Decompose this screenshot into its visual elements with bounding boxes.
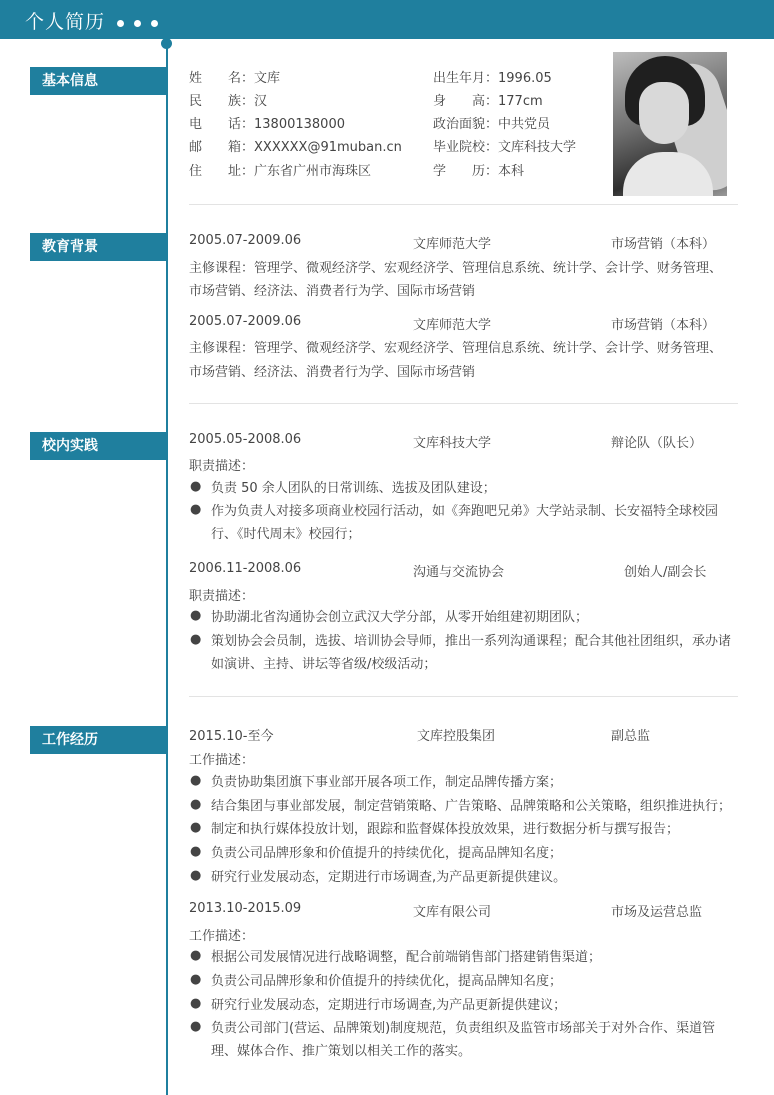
work-bullet: 制定和执行媒体投放计划，跟踪和监督媒体投放效果，进行数据分析与撰写报告； bbox=[211, 822, 680, 837]
work-bullet: 负责公司品牌形象和价值提升的持续优化，提高品牌知名度； bbox=[211, 974, 563, 989]
campus-bullet: 策划协会会员制，选拔、培训协会导师，推出一系列沟通课程；配合其他社团组织，承办诸如演讲、主持、讲坛等省级/校级活动； bbox=[211, 634, 732, 672]
bullet-dot: ● bbox=[190, 820, 202, 835]
work-bullet: 负责协助集团旗下事业部开展各项工作，制定品牌传播方案； bbox=[211, 775, 563, 790]
bullet-dot: ● bbox=[190, 632, 202, 647]
edu-school: 文库师范大学 bbox=[413, 318, 492, 333]
bullet-dot: ● bbox=[190, 797, 202, 812]
work-desc-label: 工作描述： bbox=[189, 929, 255, 944]
timeline-dot bbox=[161, 38, 172, 49]
section-label-work: 工作经历 bbox=[30, 726, 167, 754]
section-label-basic: 基本信息 bbox=[30, 67, 167, 95]
work-role: 副总监 bbox=[611, 729, 651, 744]
work-desc-label: 工作描述： bbox=[189, 753, 255, 768]
work-bullet: 负责公司品牌形象和价值提升的持续优化，提高品牌知名度； bbox=[211, 846, 563, 861]
info-ethnicity: 民 族：汉 bbox=[189, 94, 268, 109]
campus-org: 文库科技大学 bbox=[413, 436, 492, 451]
bullet-dot: ● bbox=[190, 972, 202, 987]
info-school: 毕业院校：文库科技大学 bbox=[433, 140, 577, 155]
info-email: 邮 箱：XXXXXX@91muban.cn bbox=[189, 140, 402, 155]
campus-role: 创始人/副会长 bbox=[624, 565, 707, 580]
work-role: 市场及运营总监 bbox=[611, 905, 703, 920]
decorative-dots bbox=[117, 16, 168, 31]
profile-photo bbox=[613, 52, 727, 196]
edu-major: 市场营销（本科） bbox=[611, 237, 716, 252]
top-banner bbox=[0, 0, 774, 39]
work-date: 2015.10-至今 bbox=[189, 729, 274, 744]
info-degree: 学 历：本科 bbox=[433, 164, 525, 179]
bullet-dot: ● bbox=[190, 773, 202, 788]
bullet-dot: ● bbox=[190, 1019, 202, 1034]
bullet-dot: ● bbox=[190, 996, 202, 1011]
work-org: 文库有限公司 bbox=[413, 905, 492, 920]
work-bullet: 研究行业发展动态，定期进行市场调查,为产品更新提供建议； bbox=[211, 998, 567, 1013]
bullet-dot: ● bbox=[190, 608, 202, 623]
campus-desc-label: 职责描述： bbox=[189, 589, 255, 604]
work-bullet: 研究行业发展动态，定期进行市场调查,为产品更新提供建议。 bbox=[211, 870, 567, 885]
work-org: 文库控股集团 bbox=[417, 729, 496, 744]
edu-courses-cont: 市场营销、经济法、消费者行为学、国际市场营销 bbox=[189, 284, 476, 299]
edu-courses: 主修课程：管理学、微观经济学、宏观经济学、管理信息系统、统计学、会计学、财务管理、 bbox=[189, 341, 723, 356]
work-bullet: 负责公司部门(营运、品牌策划)制度规范，负责组织及监管市场部关于对外合作、渠道管理、媒体合作、推广策划以相关工作的落实。 bbox=[211, 1021, 716, 1059]
edu-major: 市场营销（本科） bbox=[611, 318, 716, 333]
edu-courses-cont: 市场营销、经济法、消费者行为学、国际市场营销 bbox=[189, 365, 476, 380]
edu-courses: 主修课程：管理学、微观经济学、宏观经济学、管理信息系统、统计学、会计学、财务管理、 bbox=[189, 261, 723, 276]
edu-date: 2005.07-2009.06 bbox=[189, 314, 302, 329]
campus-org: 沟通与交流协会 bbox=[413, 565, 505, 580]
info-phone: 电 话：13800138000 bbox=[189, 117, 345, 132]
work-bullet: 结合集团与事业部发展，制定营销策略、广告策略、品牌策略和公关策略，组织推进执行； bbox=[211, 799, 732, 814]
campus-role: 辩论队（队长） bbox=[611, 436, 703, 451]
work-date: 2013.10-2015.09 bbox=[189, 901, 302, 916]
divider bbox=[189, 696, 738, 697]
edu-school: 文库师范大学 bbox=[413, 237, 492, 252]
campus-bullet: 作为负责人对接多项商业校园行活动，如《奔跑吧兄弟》大学站录制、长安福特全球校园行、《时代周末》校园行； bbox=[211, 504, 719, 542]
edu-date: 2005.07-2009.06 bbox=[189, 233, 302, 248]
info-height: 身 高：177cm bbox=[433, 94, 543, 109]
info-birth: 出生年月：1996.05 bbox=[433, 71, 552, 86]
bullet-dot: ● bbox=[190, 479, 202, 494]
campus-date: 2005.05-2008.06 bbox=[189, 432, 302, 447]
bullet-dot: ● bbox=[190, 948, 202, 963]
campus-bullet: 协助湖北省沟通协会创立武汉大学分部，从零开始组建初期团队； bbox=[211, 610, 589, 625]
info-name: 姓 名：文库 bbox=[189, 71, 281, 86]
divider bbox=[189, 204, 738, 205]
work-bullet: 根据公司发展情况进行战略调整，配合前端销售部门搭建销售渠道； bbox=[211, 950, 602, 965]
bullet-dot: ● bbox=[190, 868, 202, 883]
campus-desc-label: 职责描述： bbox=[189, 459, 255, 474]
info-political: 政治面貌：中共党员 bbox=[433, 117, 551, 132]
bullet-dot: ● bbox=[190, 502, 202, 517]
timeline-line bbox=[166, 39, 168, 1095]
page-title: 个人简历 bbox=[25, 11, 106, 33]
info-address: 住 址：广东省广州市海珠区 bbox=[189, 164, 372, 179]
bullet-dot: ● bbox=[190, 844, 202, 859]
divider bbox=[189, 403, 738, 404]
section-label-education: 教育背景 bbox=[30, 233, 167, 261]
campus-date: 2006.11-2008.06 bbox=[189, 561, 302, 576]
section-label-campus: 校内实践 bbox=[30, 432, 167, 460]
campus-bullet: 负责 50 余人团队的日常训练、选拔及团队建设； bbox=[211, 481, 496, 496]
